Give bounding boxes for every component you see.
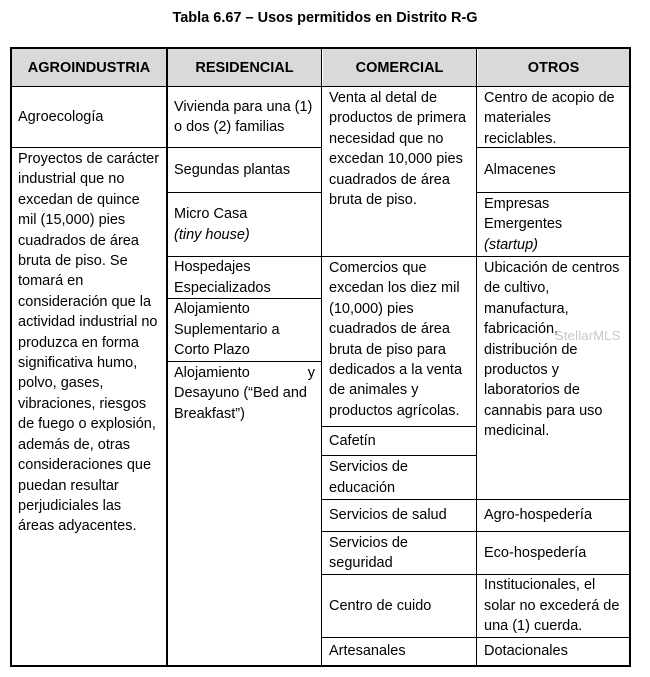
otros-cell-empresas-emergentes [478,193,629,256]
otros-cell-almacenes: Almacenes [484,161,556,178]
agro-cell-agroecologia: Agroecología [18,108,104,125]
row-divider [167,361,321,362]
res-cell-hospedajes: Hospedajes Especializados [174,259,271,296]
com-cell-educacion: Servicios de educación [329,459,408,496]
res-cell-vivienda: Vivienda para una (1) o dos (2) familias [174,98,313,135]
res-cell-bed-and-breakfast [168,363,321,433]
res-cell-micro-casa [168,193,321,256]
com-cell-venta-al-detal: Venta al detal de productos de primera necesidad que no excedan 10,000 pies cuadrados de área bruta de piso. [329,90,467,209]
otros-cell-eco-hospederia: Eco-hospedería [484,544,587,561]
alojamiento-y-label: Alojamiento y [174,365,315,381]
res-cell-segundas-plantas: Segundas plantas [174,161,291,178]
header-residencial: RESIDENCIAL [168,49,321,86]
row-divider [322,256,476,257]
row-divider [477,256,629,257]
otros-cell-cannabis-medicinal: Ubicación de centros de cultivo, manufactura, fabricación, distribución de productos y laboratorios de cannabis para uso medicinal. [484,260,620,440]
res-cell-alojamiento-suplementario: Alojamiento Suplementario a Corto Plazo [174,301,280,359]
otros-cell-centro-acopio: Centro de acopio de materiales reciclables. [484,90,615,147]
uses-table [10,47,631,667]
com-cell-artesanales: Artesanales [329,643,406,660]
agro-cell-proyectos-industriales: Proyectos de carácter industrial que no excedan de quince mil (15,000) pies cuadrados de área bruta de piso. Se tomará en consideración que la actividad industrial no produzca en forma significativa humo, polvo, gases, vibraciones, riesgos de fuego o explosión, además de, otras consideraciones que puedan resultar perjudiciales las áreas adyacentes. [18,151,160,535]
table-title: Tabla 6.67 – Usos permitidos en Distrito R-G [172,10,478,26]
row-divider [12,147,166,148]
otros-cell-agro-hospederia: Agro-hospedería [484,507,593,524]
header-agroindustria: AGROINDUSTRIA [12,49,166,86]
com-cell-centro-de-cuido: Centro de cuido [329,597,432,614]
com-cell-seguridad: Servicios de seguridad [329,534,408,571]
com-cell-salud: Servicios de salud [329,507,447,524]
otros-cell-dotacionales: Dotacionales [484,643,568,660]
com-cell-cafetin: Cafetín [329,432,376,449]
column-divider [321,49,322,665]
bed-and-breakfast-label: Desayuno (“Bed and Breakfast”) [174,385,307,422]
startup-label: (startup) [484,236,538,253]
header-comercial: COMERCIAL [323,49,476,86]
column-divider [476,49,477,665]
com-cell-comercios-grandes: Comercios que excedan los diez mil (10,000) pies cuadrados de área bruta de piso para dedicados a la venta de animales y productos agrícolas. [329,260,463,419]
micro-casa-label: Micro Casa [174,206,248,223]
otros-cell-institucionales: Institucionales, el solar no excederá de una (1) cuerda. [484,577,620,635]
empresas-emergentes-label: Empresas Emergentes [484,195,563,233]
watermark: StellarMLS [555,328,621,343]
header-otros: OTROS [478,49,629,86]
tiny-house-label: (tiny house) [174,226,250,243]
